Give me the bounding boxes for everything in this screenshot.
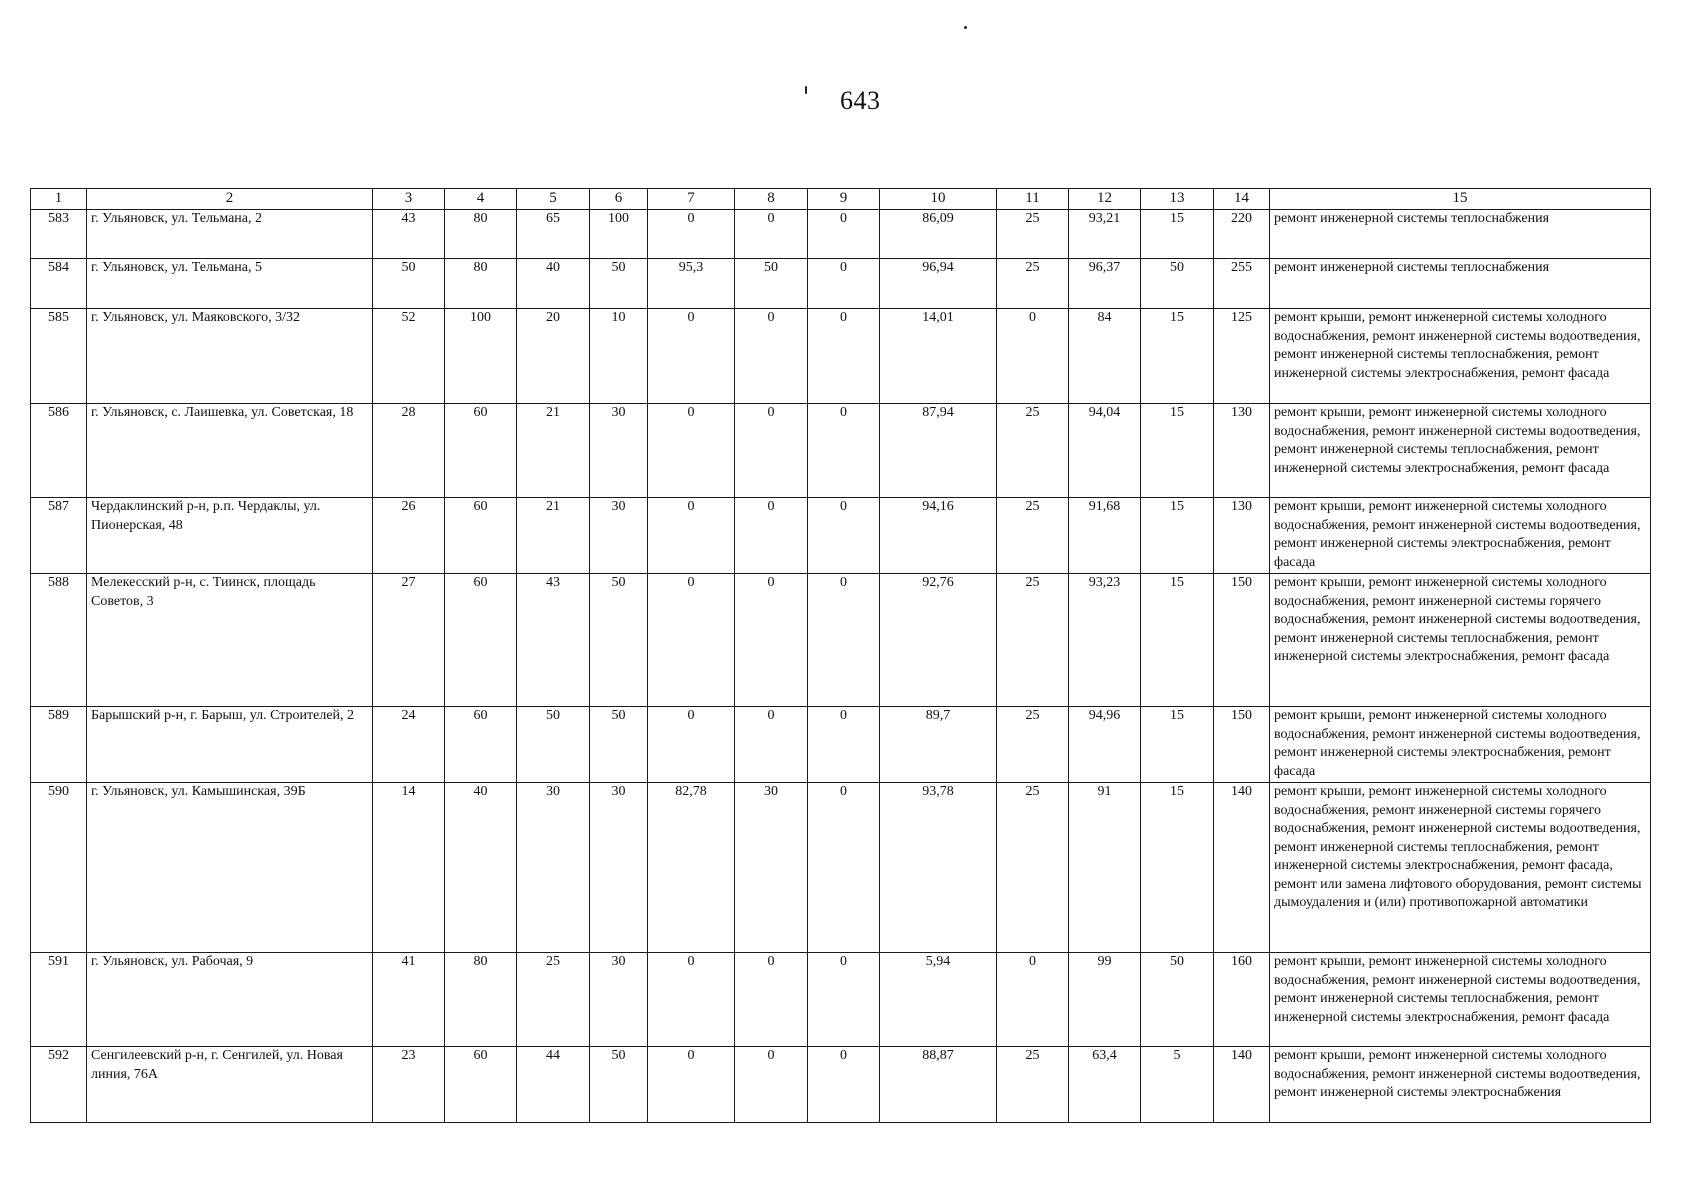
cell-col-10: 5,94 <box>880 953 997 1047</box>
row-works: ремонт крыши, ремонт инженерной системы холодного водоснабжения, ремонт инженерной системы водоотведения, ремонт инженерной системы теплоснабжения, ремонт инженерной системы электроснабжения, ремонт фасада <box>1270 953 1651 1047</box>
cell-col-7: 0 <box>648 210 735 259</box>
row-number: 587 <box>31 498 87 574</box>
cell-col-12: 63,4 <box>1069 1047 1141 1123</box>
cell-col-9: 0 <box>808 707 880 783</box>
cell-col-14: 140 <box>1214 1047 1270 1123</box>
cell-col-12: 99 <box>1069 953 1141 1047</box>
cell-col-5: 30 <box>517 783 590 953</box>
cell-col-7: 0 <box>648 404 735 498</box>
cell-col-5: 44 <box>517 1047 590 1123</box>
row-address: Чердаклинский р-н, р.п. Чердаклы, ул. Пионерская, 48 <box>87 498 373 574</box>
cell-col-10: 96,94 <box>880 259 997 309</box>
cell-col-8: 50 <box>735 259 808 309</box>
table-row <box>31 1047 1651 1123</box>
table-row <box>31 707 1651 783</box>
row-number: 589 <box>31 707 87 783</box>
col-header-10: 10 <box>880 189 997 210</box>
page-number: 643 <box>840 86 881 115</box>
cell-col-3: 41 <box>373 953 445 1047</box>
cell-col-4: 60 <box>445 498 517 574</box>
cell-col-9: 0 <box>808 259 880 309</box>
cell-col-3: 14 <box>373 783 445 953</box>
scan-speck <box>964 26 967 29</box>
cell-col-10: 93,78 <box>880 783 997 953</box>
cell-col-8: 0 <box>735 707 808 783</box>
cell-col-4: 60 <box>445 707 517 783</box>
cell-col-7: 0 <box>648 1047 735 1123</box>
row-works: ремонт крыши, ремонт инженерной системы холодного водоснабжения, ремонт инженерной системы горячего водоснабжения, ремонт инженерной системы водоотведения, ремонт инженерной системы теплоснабжения, ремонт инженерной системы электроснабжения, ремонт фасада <box>1270 574 1651 707</box>
row-works: ремонт крыши, ремонт инженерной системы холодного водоснабжения, ремонт инженерной системы горячего водоснабжения, ремонт инженерной системы водоотведения, ремонт инженерной системы теплоснабжения, ремонт инженерной системы электроснабжения, ремонт фасада, ремонт или замена лифтового оборудования, ремонт системы дымоудаления и (или) противопожарной автоматики <box>1270 783 1651 953</box>
cell-col-10: 88,87 <box>880 1047 997 1123</box>
cell-col-7: 0 <box>648 707 735 783</box>
cell-col-4: 80 <box>445 259 517 309</box>
cell-col-7: 0 <box>648 498 735 574</box>
table-row <box>31 259 1651 309</box>
cell-col-11: 25 <box>997 404 1069 498</box>
cell-col-4: 80 <box>445 210 517 259</box>
cell-col-9: 0 <box>808 309 880 404</box>
cell-col-11: 25 <box>997 574 1069 707</box>
cell-col-6: 50 <box>590 707 648 783</box>
cell-col-13: 15 <box>1141 707 1214 783</box>
cell-col-9: 0 <box>808 498 880 574</box>
cell-col-7: 82,78 <box>648 783 735 953</box>
cell-col-13: 50 <box>1141 953 1214 1047</box>
cell-col-14: 220 <box>1214 210 1270 259</box>
cell-col-12: 93,21 <box>1069 210 1141 259</box>
header-row <box>31 189 1651 210</box>
cell-col-4: 60 <box>445 404 517 498</box>
cell-col-10: 92,76 <box>880 574 997 707</box>
cell-col-4: 80 <box>445 953 517 1047</box>
cell-col-10: 89,7 <box>880 707 997 783</box>
cell-col-6: 50 <box>590 574 648 707</box>
cell-col-5: 25 <box>517 953 590 1047</box>
col-header-4: 4 <box>445 189 517 210</box>
row-works: ремонт крыши, ремонт инженерной системы холодного водоснабжения, ремонт инженерной системы водоотведения, ремонт инженерной системы электроснабжения, ремонт фасада <box>1270 498 1651 574</box>
cell-col-5: 50 <box>517 707 590 783</box>
cell-col-14: 130 <box>1214 404 1270 498</box>
cell-col-13: 15 <box>1141 783 1214 953</box>
col-header-11: 11 <box>997 189 1069 210</box>
cell-col-14: 160 <box>1214 953 1270 1047</box>
table-row <box>31 309 1651 404</box>
cell-col-3: 52 <box>373 309 445 404</box>
cell-col-3: 27 <box>373 574 445 707</box>
row-works: ремонт крыши, ремонт инженерной системы холодного водоснабжения, ремонт инженерной системы водоотведения, ремонт инженерной системы теплоснабжения, ремонт инженерной системы электроснабжения, ремонт фасада <box>1270 404 1651 498</box>
cell-col-4: 60 <box>445 1047 517 1123</box>
row-number: 591 <box>31 953 87 1047</box>
col-header-6: 6 <box>590 189 648 210</box>
cell-col-8: 0 <box>735 309 808 404</box>
cell-col-6: 10 <box>590 309 648 404</box>
cell-col-8: 0 <box>735 574 808 707</box>
cell-col-7: 0 <box>648 574 735 707</box>
col-header-14: 14 <box>1214 189 1270 210</box>
cell-col-13: 15 <box>1141 210 1214 259</box>
cell-col-12: 91 <box>1069 783 1141 953</box>
cell-col-11: 0 <box>997 309 1069 404</box>
cell-col-14: 150 <box>1214 574 1270 707</box>
cell-col-11: 25 <box>997 707 1069 783</box>
cell-col-14: 140 <box>1214 783 1270 953</box>
cell-col-11: 25 <box>997 783 1069 953</box>
col-header-1: 1 <box>31 189 87 210</box>
cell-col-7: 95,3 <box>648 259 735 309</box>
cell-col-6: 30 <box>590 783 648 953</box>
row-address: г. Ульяновск, ул. Камышинская, 39Б <box>87 783 373 953</box>
cell-col-6: 30 <box>590 953 648 1047</box>
cell-col-13: 15 <box>1141 404 1214 498</box>
cell-col-8: 0 <box>735 210 808 259</box>
row-address: Мелекесский р-н, с. Тиинск, площадь Советов, 3 <box>87 574 373 707</box>
cell-col-14: 255 <box>1214 259 1270 309</box>
cell-col-13: 15 <box>1141 309 1214 404</box>
row-address: г. Ульяновск, ул. Рабочая, 9 <box>87 953 373 1047</box>
scan-speck <box>805 86 807 94</box>
cell-col-12: 94,96 <box>1069 707 1141 783</box>
row-number: 592 <box>31 1047 87 1123</box>
cell-col-14: 130 <box>1214 498 1270 574</box>
cell-col-8: 0 <box>735 404 808 498</box>
cell-col-12: 96,37 <box>1069 259 1141 309</box>
cell-col-12: 91,68 <box>1069 498 1141 574</box>
table-row <box>31 783 1651 953</box>
cell-col-5: 21 <box>517 498 590 574</box>
cell-col-5: 21 <box>517 404 590 498</box>
cell-col-6: 50 <box>590 1047 648 1123</box>
cell-col-14: 125 <box>1214 309 1270 404</box>
table-row <box>31 574 1651 707</box>
col-header-15: 15 <box>1270 189 1651 210</box>
cell-col-9: 0 <box>808 1047 880 1123</box>
cell-col-11: 25 <box>997 498 1069 574</box>
cell-col-11: 25 <box>997 210 1069 259</box>
cell-col-10: 87,94 <box>880 404 997 498</box>
cell-col-8: 0 <box>735 498 808 574</box>
cell-col-3: 28 <box>373 404 445 498</box>
cell-col-13: 15 <box>1141 574 1214 707</box>
cell-col-8: 0 <box>735 1047 808 1123</box>
cell-col-7: 0 <box>648 953 735 1047</box>
housing-repair-table <box>30 188 1651 1123</box>
cell-col-9: 0 <box>808 574 880 707</box>
cell-col-11: 0 <box>997 953 1069 1047</box>
cell-col-8: 0 <box>735 953 808 1047</box>
cell-col-12: 84 <box>1069 309 1141 404</box>
cell-col-9: 0 <box>808 783 880 953</box>
cell-col-6: 30 <box>590 498 648 574</box>
col-header-13: 13 <box>1141 189 1214 210</box>
cell-col-5: 20 <box>517 309 590 404</box>
cell-col-9: 0 <box>808 210 880 259</box>
cell-col-13: 50 <box>1141 259 1214 309</box>
row-works: ремонт крыши, ремонт инженерной системы холодного водоснабжения, ремонт инженерной системы водоотведения, ремонт инженерной системы теплоснабжения, ремонт инженерной системы электроснабжения, ремонт фасада <box>1270 309 1651 404</box>
table-row <box>31 210 1651 259</box>
row-number: 588 <box>31 574 87 707</box>
row-address: Барышский р-н, г. Барыш, ул. Строителей, 2 <box>87 707 373 783</box>
cell-col-9: 0 <box>808 404 880 498</box>
cell-col-12: 94,04 <box>1069 404 1141 498</box>
cell-col-13: 5 <box>1141 1047 1214 1123</box>
row-number: 583 <box>31 210 87 259</box>
col-header-7: 7 <box>648 189 735 210</box>
table-row <box>31 404 1651 498</box>
cell-col-3: 43 <box>373 210 445 259</box>
cell-col-10: 14,01 <box>880 309 997 404</box>
cell-col-4: 40 <box>445 783 517 953</box>
table-row <box>31 953 1651 1047</box>
row-number: 585 <box>31 309 87 404</box>
cell-col-5: 65 <box>517 210 590 259</box>
col-header-9: 9 <box>808 189 880 210</box>
row-number: 586 <box>31 404 87 498</box>
cell-col-6: 100 <box>590 210 648 259</box>
table-row <box>31 498 1651 574</box>
cell-col-13: 15 <box>1141 498 1214 574</box>
col-header-5: 5 <box>517 189 590 210</box>
cell-col-5: 43 <box>517 574 590 707</box>
cell-col-3: 24 <box>373 707 445 783</box>
cell-col-3: 23 <box>373 1047 445 1123</box>
cell-col-4: 100 <box>445 309 517 404</box>
col-header-2: 2 <box>87 189 373 210</box>
cell-col-5: 40 <box>517 259 590 309</box>
row-address: Сенгилеевский р-н, г. Сенгилей, ул. Новая линия, 76А <box>87 1047 373 1123</box>
cell-col-10: 94,16 <box>880 498 997 574</box>
cell-col-4: 60 <box>445 574 517 707</box>
cell-col-9: 0 <box>808 953 880 1047</box>
cell-col-6: 50 <box>590 259 648 309</box>
row-number: 590 <box>31 783 87 953</box>
cell-col-11: 25 <box>997 1047 1069 1123</box>
row-address: г. Ульяновск, с. Лаишевка, ул. Советская, 18 <box>87 404 373 498</box>
cell-col-11: 25 <box>997 259 1069 309</box>
cell-col-8: 30 <box>735 783 808 953</box>
row-address: г. Ульяновск, ул. Маяковского, 3/32 <box>87 309 373 404</box>
col-header-12: 12 <box>1069 189 1141 210</box>
cell-col-14: 150 <box>1214 707 1270 783</box>
row-address: г. Ульяновск, ул. Тельмана, 2 <box>87 210 373 259</box>
cell-col-3: 26 <box>373 498 445 574</box>
row-address: г. Ульяновск, ул. Тельмана, 5 <box>87 259 373 309</box>
row-works: ремонт инженерной системы теплоснабжения <box>1270 259 1651 309</box>
row-works: ремонт крыши, ремонт инженерной системы холодного водоснабжения, ремонт инженерной системы водоотведения, ремонт инженерной системы электроснабжения <box>1270 1047 1651 1123</box>
col-header-8: 8 <box>735 189 808 210</box>
cell-col-6: 30 <box>590 404 648 498</box>
row-works: ремонт инженерной системы теплоснабжения <box>1270 210 1651 259</box>
cell-col-3: 50 <box>373 259 445 309</box>
cell-col-12: 93,23 <box>1069 574 1141 707</box>
row-number: 584 <box>31 259 87 309</box>
col-header-3: 3 <box>373 189 445 210</box>
row-works: ремонт крыши, ремонт инженерной системы холодного водоснабжения, ремонт инженерной системы водоотведения, ремонт инженерной системы электроснабжения, ремонт фасада <box>1270 707 1651 783</box>
cell-col-7: 0 <box>648 309 735 404</box>
cell-col-10: 86,09 <box>880 210 997 259</box>
